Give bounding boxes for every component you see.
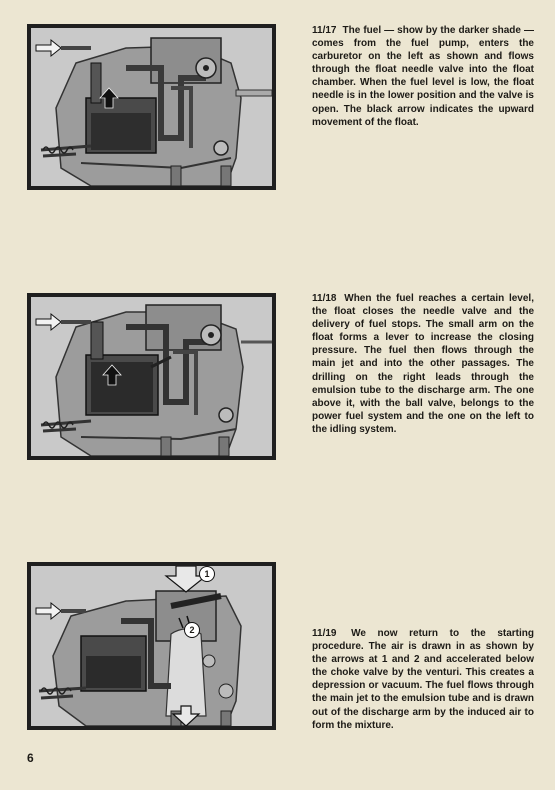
caption-11-18 [312,292,534,436]
carburetor-illustration-2 [31,297,272,456]
caption-text: The fuel — show by the darker shade — comes from the fuel pump, enters the carburetor on the left as shown and flows through the float needle valve into the float chamber. When the fuel level is low, the float needle is in the lower position and the valve is open. The black arrow indicates the upward movement of the float. [312,25,534,128]
caption-text: We now return to the starting procedure. The air is drawn in as shown by the arrows at 1 and 2 and accelerated below the choke valve by the venturi. This creates a depression or vacuum. The fuel flows through the main jet to the emulsion tube and is drawn out of the discharge arm by the induced air to form the mixture. [312,628,534,731]
carburetor-illustration-3 [31,566,272,726]
caption-number: 11/18 [312,293,337,304]
caption-number: 11/19 [312,628,337,639]
label-2-text: 2 [189,625,195,635]
caption-11-19 [312,627,534,732]
page-number: 6 [27,751,34,765]
carburetor-diagram-float-closed [27,293,276,460]
carburetor-diagram-float-open [27,24,276,190]
caption-11-17 [312,24,534,129]
arrow-label-1 [199,566,215,582]
carburetor-diagram-starting [27,562,276,730]
caption-number: 11/17 [312,25,337,36]
label-1-text: 1 [204,569,210,579]
arrow-label-2 [184,622,200,638]
caption-text: When the fuel reaches a certain level, the float closes the needle valve and the delivery of fuel stops. The small arm on the float forms a lever to increase the closing pressure. The fuel then flows through the main jet and into the other passages. The drilling on the right leads through the emulsion tube to the discharge arm. The one above it, with the ball valve, belongs to the power fuel system and the one on the left to the idling system. [312,293,534,435]
carburetor-illustration-1 [31,28,272,186]
